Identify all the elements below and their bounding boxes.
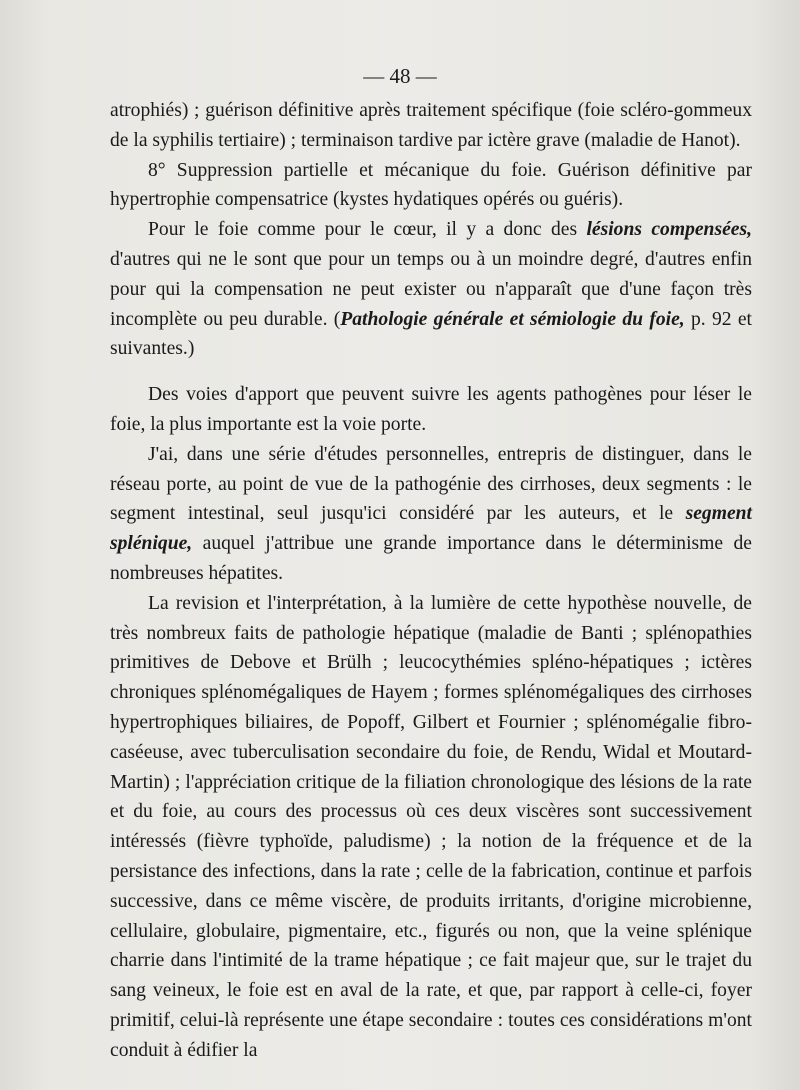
citation-title: Pathologie générale et sémiologie du foie, — [340, 308, 685, 330]
paragraph-text-start: Pour le foie comme pour le cœur, il y a donc des — [148, 219, 587, 241]
paragraph-text-end: auquel j'attribue une grande importance dans le déterminisme de nombreuses hépatites. — [110, 533, 752, 584]
paragraph-compensation — [110, 215, 752, 364]
paragraph-text-start: J'ai, dans une série d'études personnelles, entrepris de distinguer, dans le réseau porte, au point de vue de la pathogénie des cirrhoses, deux segments : le segment intestinal, seul jusqu'ici considéré par les auteurs, et le — [110, 443, 752, 525]
paragraph-etudes-personnelles — [110, 440, 752, 589]
emphasis-lesions-compensees: lésions compensées, — [586, 219, 753, 241]
paragraph-voies-apport: Des voies d'apport que peuvent suivre les agents pathogènes pour léser le foie, la plus importante est la voie porte. — [110, 384, 752, 435]
paragraph-text-middle: d'autres qui ne le sont que pour un temps ou à un moindre degré, d'autres enfin pour qui la compensation ne peut exister ou n'apparaît que d'une façon très incomplète ou peu durable. ( — [110, 248, 752, 330]
paragraph-continuation: atrophiés) ; guérison définitive après traitement spécifique (foie scléro-gommeux de la syphilis tertiaire) ; terminaison tardive par ictère grave (maladie de Hanot). — [110, 100, 752, 151]
body-text — [110, 96, 752, 1066]
paragraph-revision: La revision et l'interprétation, à la lumière de cette hypothèse nouvelle, de très nombreux faits de pathologie hépatique (maladie de Banti ; splénopathies primitives de Debove et Brülh ; leucocythémies spléno-hépatiques ; ictères chroniques splénomégaliques de Hayem ; formes splénomégaliques des cirrhoses hypertrophiques biliaires, de Popoff, Gilbert et Fournier ; splénomégalie fibro-caséeuse, avec tuberculisation secondaire du foie, de Rendu, Widal et Moutard-Martin) ; l'appréciation critique de la filiation chronologique des lésions de la rate et du foie, au cours des processus où ces deux viscères sont successivement intéressés (fièvre typhoïde, paludisme) ; la notion de la fréquence et de la persistance des infections, dans la rate ; celle de la fabrication, continue et parfois successive, dans ce même viscère, de produits irritants, d'origine microbienne, cellulaire, globulaire, pigmentaire, etc., figurés ou non, que la veine splénique charrie dans l'intimité de la trame hépatique ; ce fait majeur que, sur le trajet du sang veineux, le foie est en aval de la rate, et que, par rapport à celle-ci, foyer primitif, celui-là représente une étape secondaire : toutes ces considérations m'ont conduit à édifier la — [110, 592, 752, 1061]
page-number: — 48 — — [363, 64, 437, 88]
paragraph-item-8: 8° Suppression partielle et mécanique du foie. Guérison définitive par hypertrophie compensatrice (kystes hydatiques opérés ou guéris). — [110, 159, 752, 211]
emphasis-segment-splenique: segment splénique, — [110, 503, 752, 555]
paragraph-text-end: p. 92 et suivantes.) — [110, 308, 752, 360]
